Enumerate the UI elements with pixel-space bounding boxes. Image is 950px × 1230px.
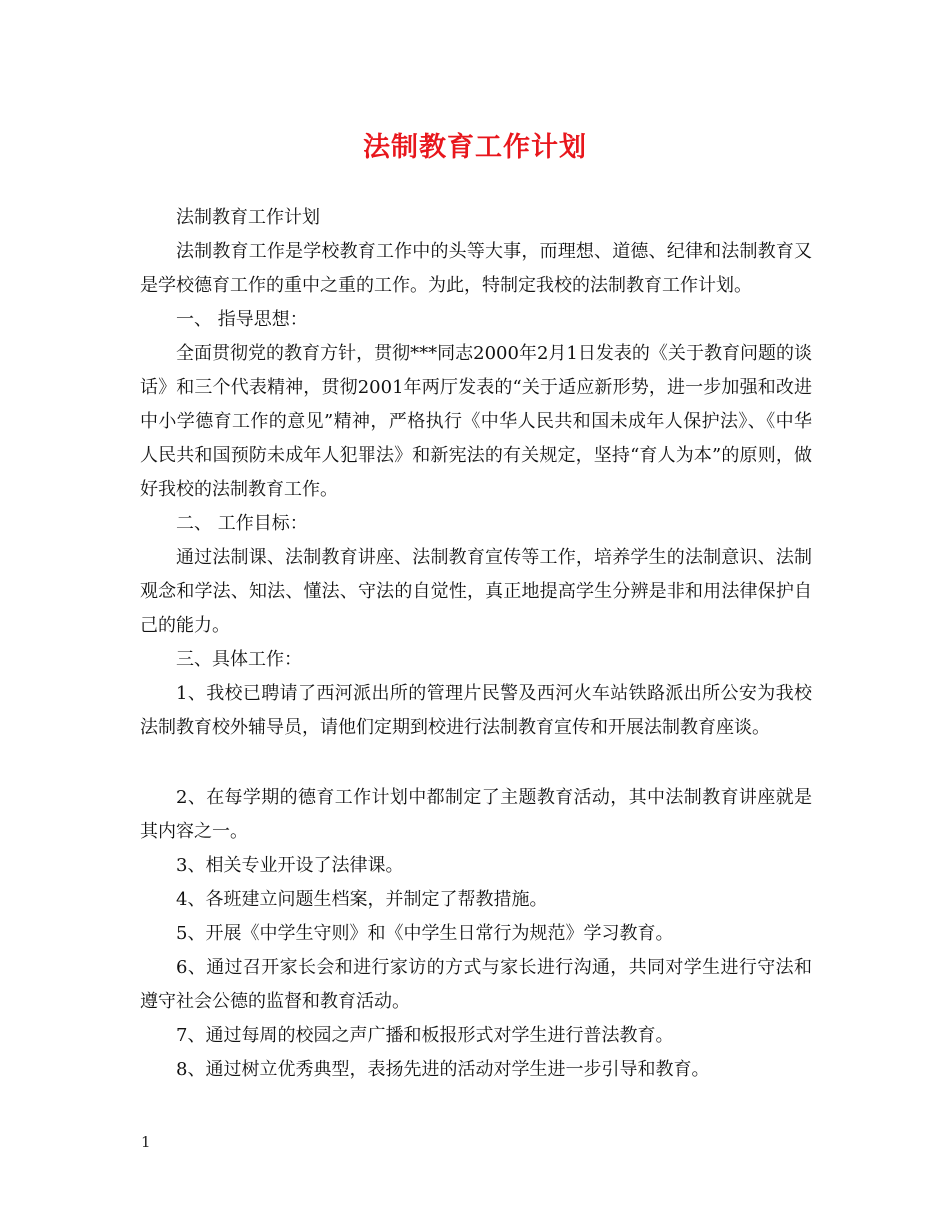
paragraph-intro: 法制教育工作是学校教育工作中的头等大事，而理想、道德、纪律和法制教育又是学校德育工作的重中之重的工作。为此，特制定我校的法制教育工作计划。 (140, 241, 812, 296)
section-heading-guiding-thought: 一、 指导思想： (176, 309, 308, 330)
list-item-5: 5、开展《中学生守则》和《中学生日常行为规范》学习教育。 (176, 923, 674, 944)
list-item-1: 1、我校已聘请了西河派出所的管理片民警及西河火车站铁路派出所公安为我校法制教育校外辅导员，请他们定期到校进行法制教育宣传和开展法制教育座谈。 (140, 683, 812, 738)
document-title: 法制教育工作计划 (363, 132, 587, 163)
list-item-2: 2、在每学期的德育工作计划中都制定了主题教育活动，其中法制教育讲座就是其内容之一。 (140, 787, 812, 842)
list-item-3: 3、相关专业开设了法律课。 (176, 855, 404, 876)
document-body (140, 201, 812, 1087)
list-item-6: 6、通过召开家长会和进行家访的方式与家长进行沟通，共同对学生进行守法和遵守社会公德的监督和教育活动。 (140, 957, 812, 1012)
list-item-7: 7、通过每周的校园之声广播和板报形式对学生进行普法教育。 (176, 1025, 674, 1046)
paragraph-work-goals: 通过法制课、法制教育讲座、法制教育宣传等工作，培养学生的法制意识、法制观念和学法、知法、懂法、守法的自觉性，真正地提高学生分辨是非和用法律保护自己的能力。 (140, 547, 812, 636)
list-item-4: 4、各班建立问题生档案，并制定了帮教措施。 (176, 889, 548, 910)
page-number: 1 (141, 1133, 151, 1151)
paragraph-guiding-thought: 全面贯彻党的教育方针，贯彻***同志2000年2月1日发表的《关于教育问题的谈话》和三个代表精神，贯彻2001年两厅发表的“关于适应新形势，进一步加强和改进中小学德育工作的意见”精神，严格执行《中华人民共和国未成年人保护法》、《中华人民共和国预防未成年人犯罪法》和新宪法的有关规定，坚持“育人为本”的原则，做好我校的法制教育工作。 (140, 343, 812, 500)
section-heading-work-goals: 二、 工作目标： (176, 513, 308, 534)
section-heading-specific-work: 三、具体工作： (176, 649, 302, 670)
list-item-8: 8、通过树立优秀典型，表扬先进的活动对学生进一步引导和教育。 (176, 1059, 710, 1080)
paragraph-heading-repeat: 法制教育工作计划 (176, 207, 320, 228)
paragraph-gap (140, 745, 812, 781)
